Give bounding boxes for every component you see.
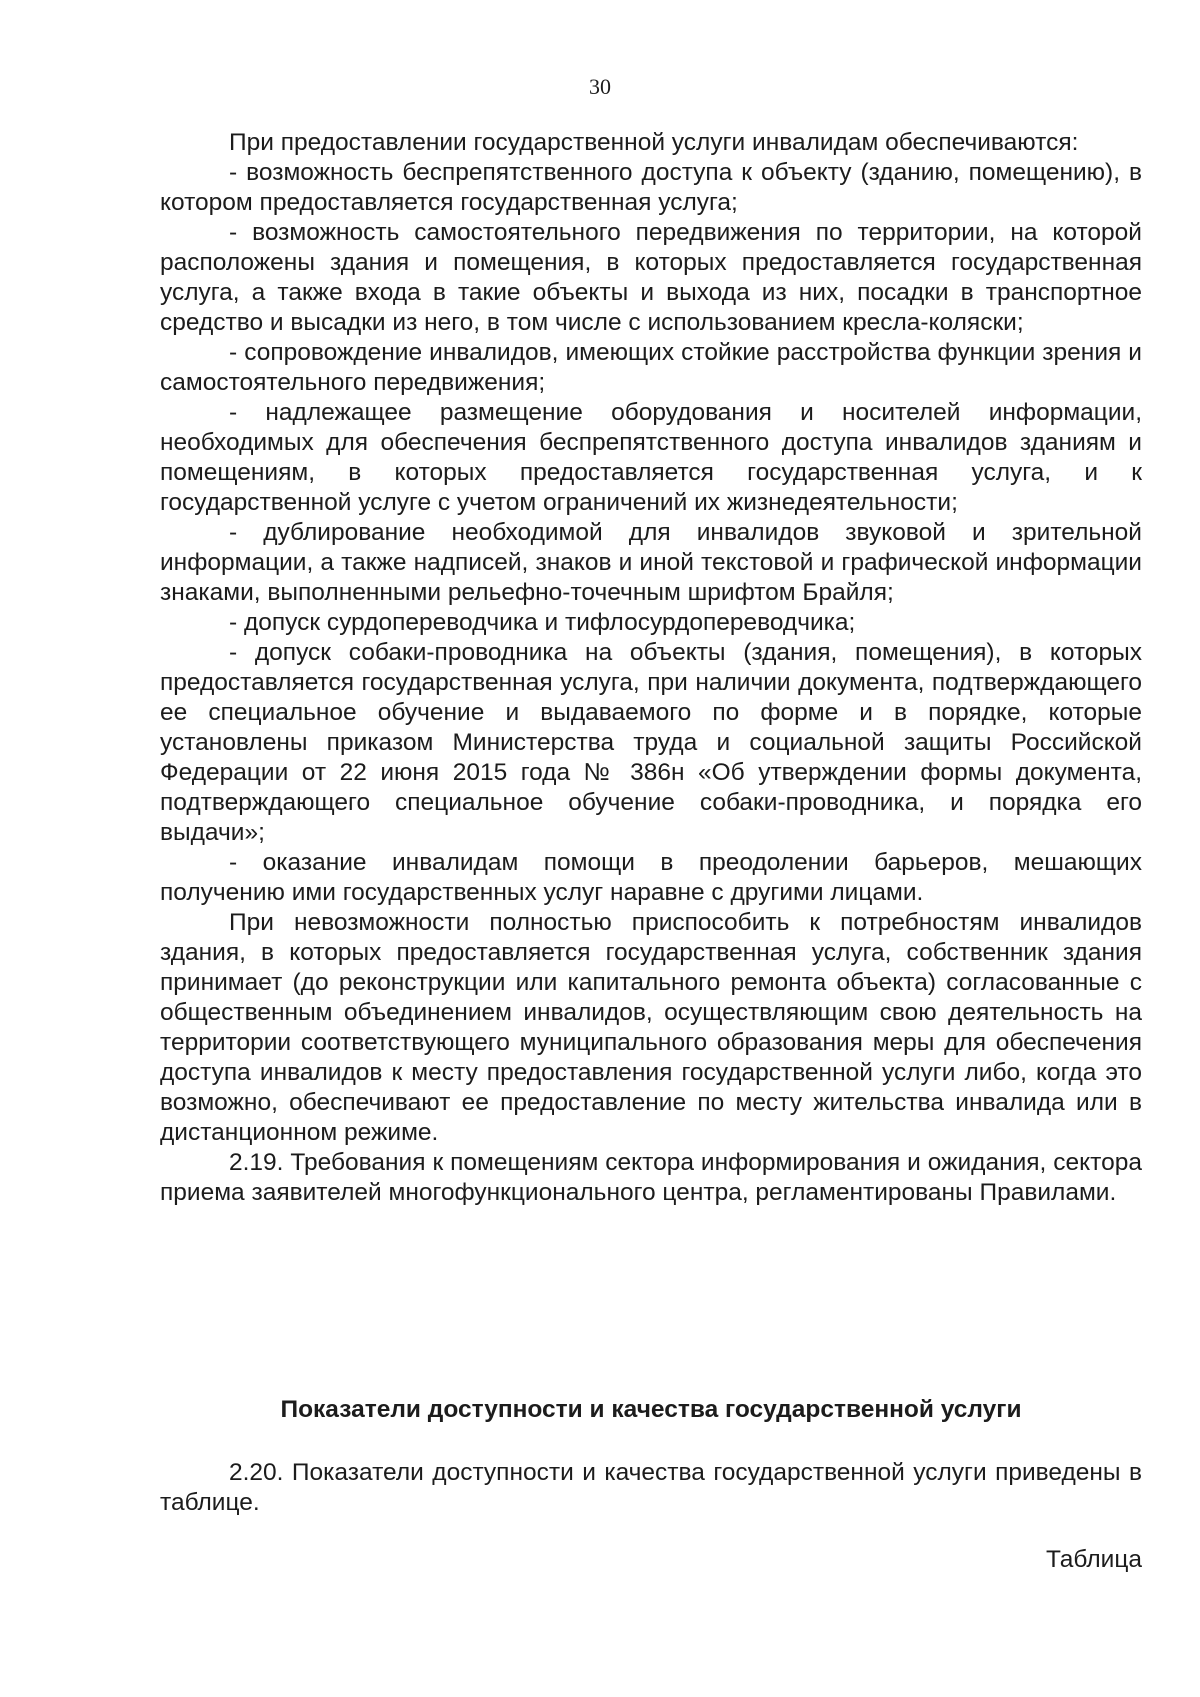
paragraph-impossibility: При невозможности полностью приспособить к потребностям инвалидов здания, в которых предоставляется государственная услуга, собственник здания принимает (до реконструкции или капитального ремонта объекта) согласованные с общественным объединением инвалидов, осуществляющим свою деятельность на территории соответствующего муниципального образования меры для обеспечения доступа инвалидов к месту предоставления государственной услуги либо, когда это возможно, обеспечивают ее предоставление по месту жительства инвалида или в дистанционном режиме.	[160, 909, 1142, 1146]
paragraph-item-escort: - сопровождение инвалидов, имеющих стойкие расстройства функции зрения и самостоятельного передвижения;	[160, 339, 1142, 396]
paragraph-item-duplication: - дублирование необходимой для инвалидов звуковой и зрительной информации, а также надписей, знаков и иной текстовой и графической информации знаками, выполненными рельефно-точечным шрифтом Брайля;	[160, 519, 1142, 606]
paragraph-item-assistance: - оказание инвалидам помощи в преодолении барьеров, мешающих получению ими государственных услуг наравне с другими лицами.	[160, 849, 1142, 906]
paragraph-item-interpreter: - допуск сурдопереводчика и тифлосурдопереводчика;	[229, 609, 856, 636]
body-text	[160, 128, 1142, 1208]
paragraph-item-equipment: - надлежащее размещение оборудования и носителей информации, необходимых для обеспечения беспрепятственного доступа инвалидов зданиям и помещениям, в которых предоставляется государственная услуга, и к государственной услуге с учетом ограничений их жизнедеятельности;	[160, 399, 1142, 516]
paragraph-2-20: 2.20. Показатели доступности и качества государственной услуги приведены в таблице.	[160, 1459, 1142, 1516]
paragraph-intro: При предоставлении государственной услуги инвалидам обеспечиваются:	[229, 129, 1079, 156]
paragraph-2-19: 2.19. Требования к помещениям сектора информирования и ожидания, сектора приема заявителей многофункционального центра, регламентированы Правилами.	[160, 1149, 1142, 1206]
paragraph-item-access: - возможность беспрепятственного доступа к объекту (зданию, помещению), в котором предоставляется государственная услуга;	[160, 159, 1142, 216]
paragraph-item-guide-dog: - допуск собаки-проводника на объекты (здания, помещения), в которых предоставляется государственная услуга, при наличии документа, подтверждающего ее специальное обучение и выдаваемого по форме и в порядке, которые установлены приказом Министерства труда и социальной защиты Российской Федерации от 22 июня 2015 года № 386н «Об утверждении формы документа, подтверждающего специальное обучение собаки-проводника, и порядка его выдачи»;	[160, 639, 1142, 846]
page-number: 30	[589, 74, 611, 99]
table-label: Таблица	[1045, 1546, 1142, 1573]
paragraph-item-movement: - возможность самостоятельного передвижения по территории, на которой расположены здания и помещения, в которых предоставляется государственная услуга, а также входа в такие объекты и выхода из них, посадки в транспортное средство и высадки из него, в том числе с использованием кресла-коляски;	[160, 219, 1142, 336]
section-heading: Показатели доступности и качества государственной услуги	[280, 1396, 1022, 1423]
